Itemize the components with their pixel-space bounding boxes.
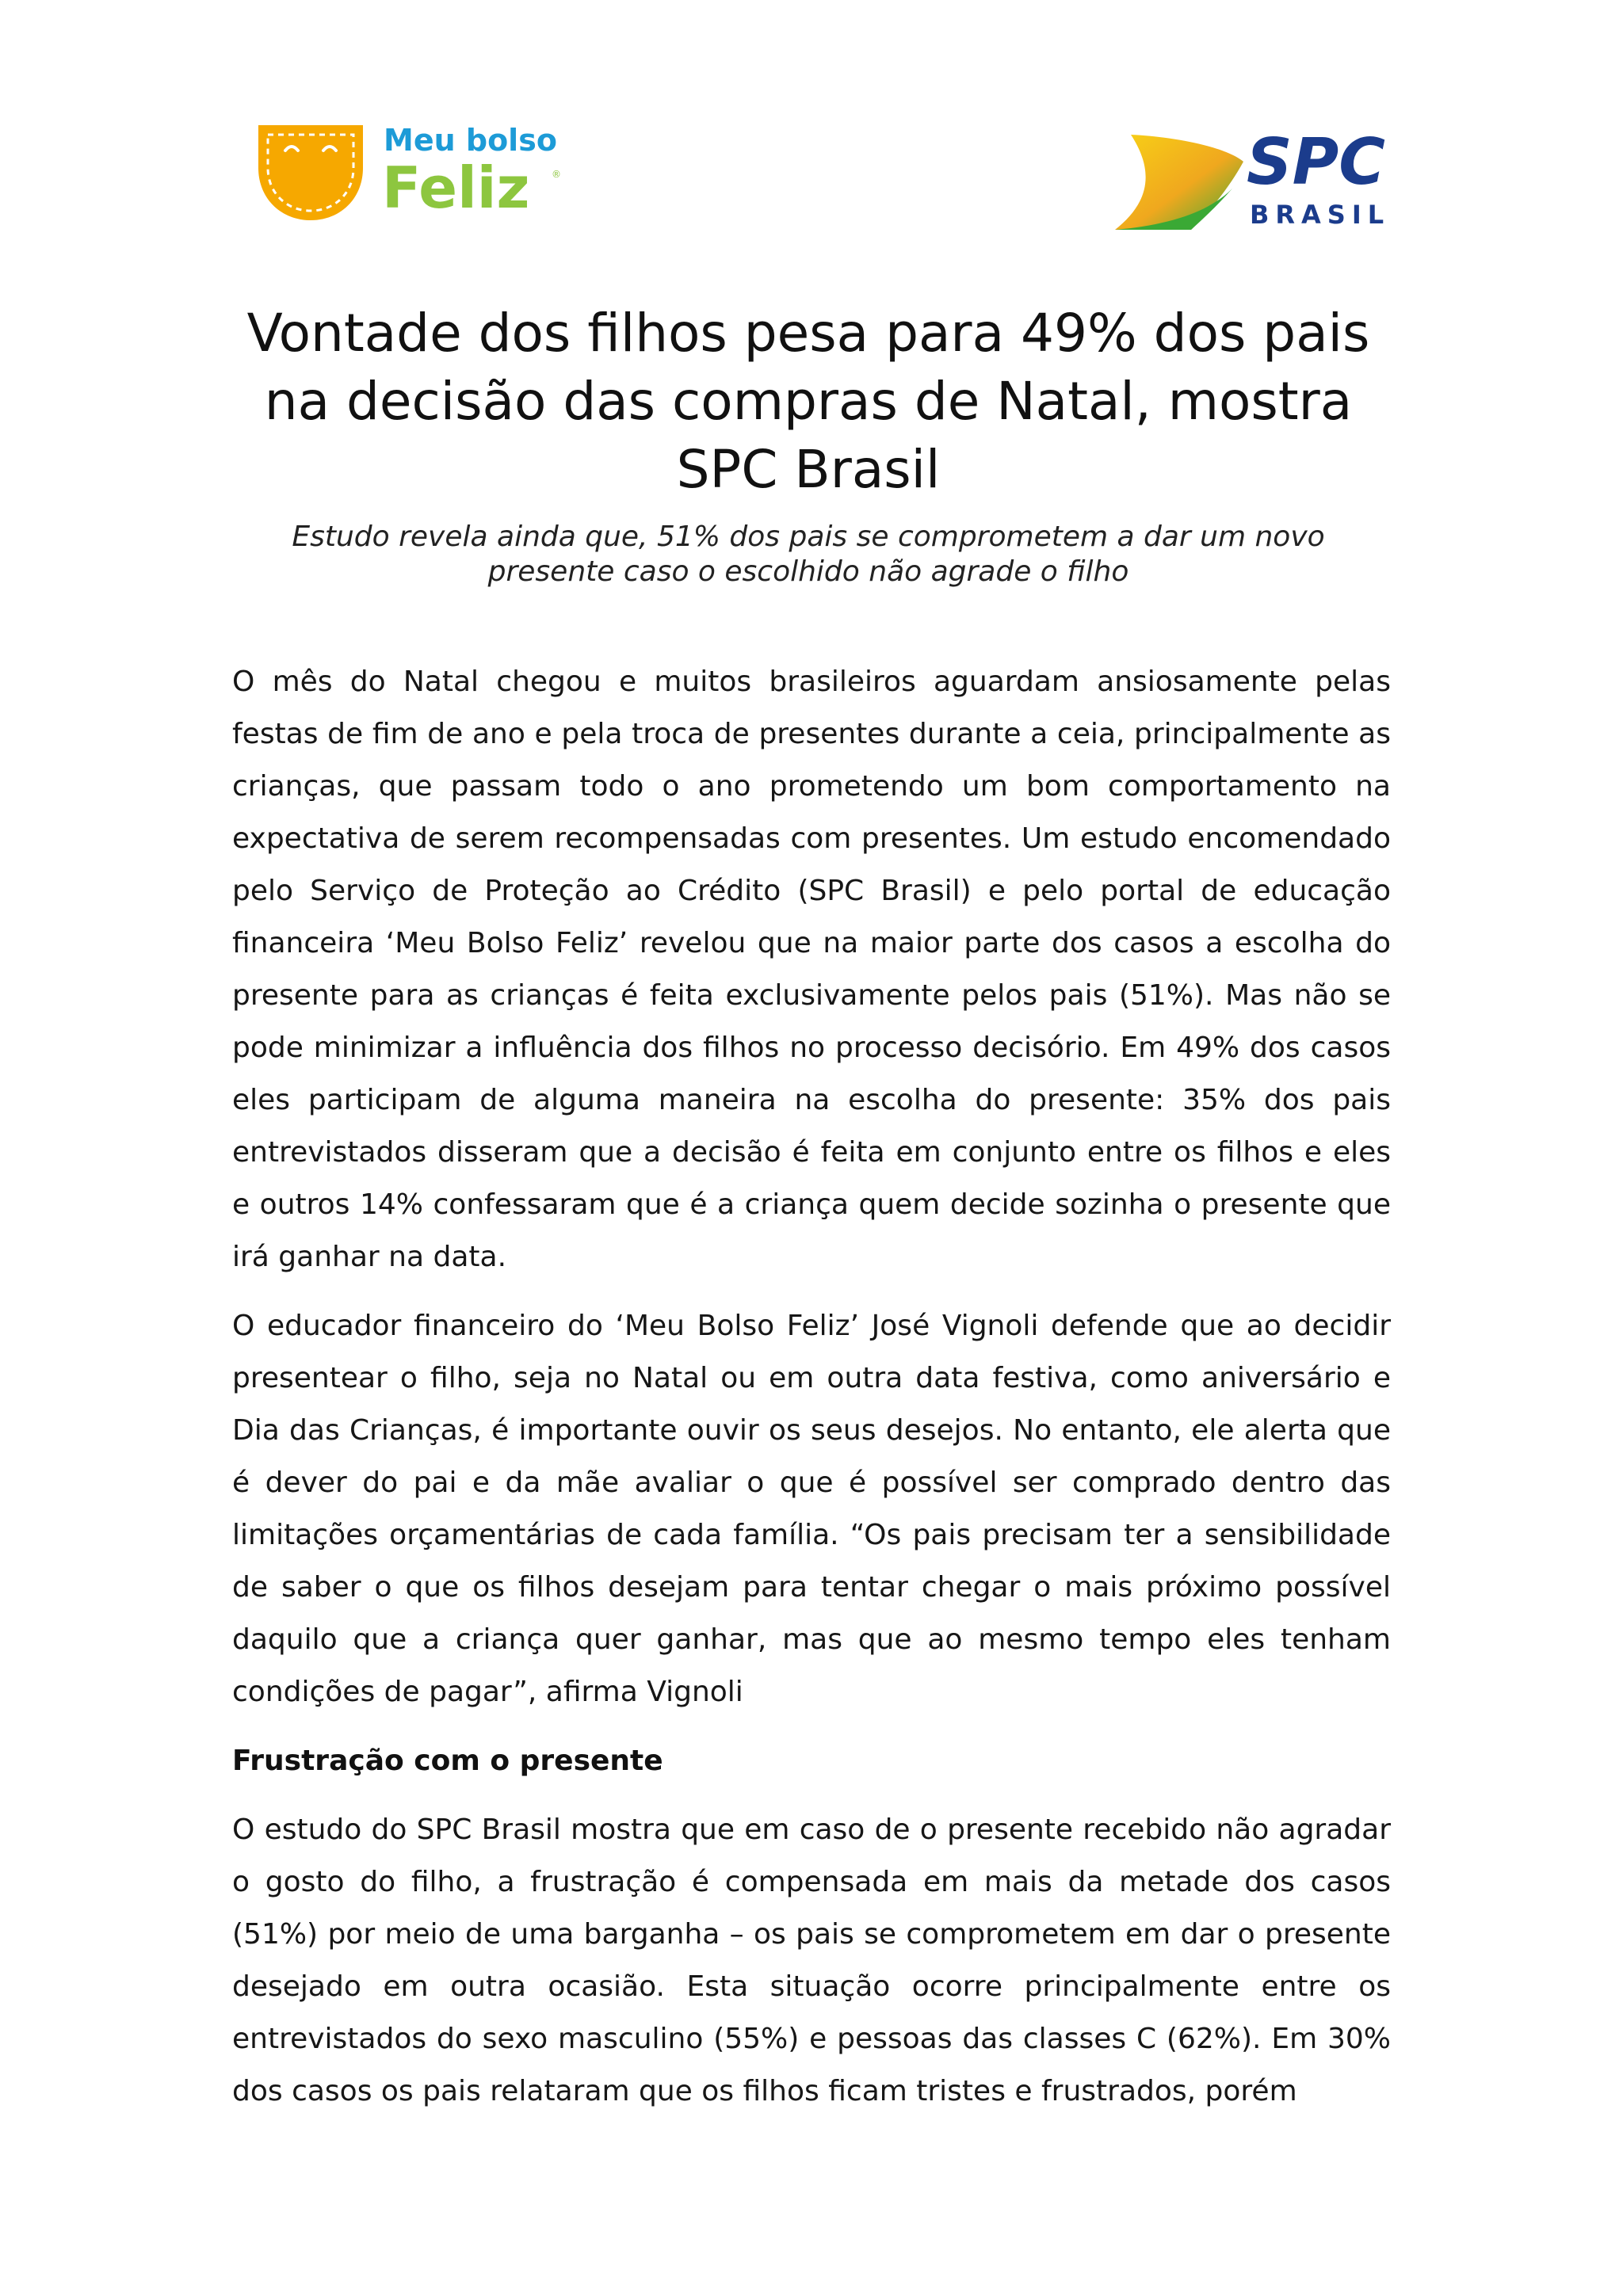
paragraph-2: O educador financeiro do ‘Meu Bolso Feliz’ José Vignoli defende que ao decidir presentear o filho, seja no Natal ou em outra data festiva, como aniversário e Dia das Crianças, é importante ouvir os seus desejos. No entanto, ele alerta que é dever do pai e da mãe avaliar o que é possível ser comprado dentro das limitações orçamentárias de cada família. “Os pais precisam ter a sensibilidade de saber o que os filhos desejam para tentar chegar o mais próximo possível daquilo que a criança quer ganhar, mas que ao mesmo tempo eles tenham condições de pagar”, afirma Vignoli: [232, 1310, 1391, 1708]
spc-swoosh-icon: [1113, 127, 1399, 234]
logo-right-line1: SPC: [1247, 127, 1385, 199]
meu-bolso-feliz-logo: [255, 119, 572, 230]
logo-left-mark: ®: [552, 169, 561, 180]
smiling-pocket-icon: [255, 119, 572, 230]
logo-left-line2: Feliz: [382, 154, 530, 221]
section-heading: Frustração com o presente: [232, 1745, 663, 1777]
page-subtitle: Estudo revela ainda que, 51% dos pais se comprometem a dar um novo presente caso o escolhido não agrade o filho: [292, 521, 1325, 588]
paragraph-3: O estudo do SPC Brasil mostra que em caso de o presente recebido não agradar o gosto do filho, a frustração é compensada em mais da metade dos casos (51%) por meio de uma barganha – os pais se comprometem em dar o presente desejado em outra ocasião. Esta situação ocorre principalmente entre os entrevistados do sexo masculino (55%) e pessoas das classes C (62%). Em 30% dos casos os pais relataram que os filhos ficam tristes e frustrados, porém: [232, 1814, 1391, 2107]
logo-right-line2: BRASIL: [1250, 200, 1391, 230]
logo-left-line1: Meu bolso: [384, 123, 557, 158]
paragraph-1: O mês do Natal chegou e muitos brasileiros aguardam ansiosamente pelas festas de fim de ano e pela troca de presentes durante a ceia, principalmente as crianças, que passam todo o ano prometendo um bom comportamento na expectativa de serem recompensadas com presentes. Um estudo encomendado pelo Serviço de Proteção ao Crédito (SPC Brasil) e pelo portal de educação financeira ‘Meu Bolso Feliz’ revelou que na maior parte dos casos a escolha do presente para as crianças é feita exclusivamente pelos pais (51%). Mas não se pode minimizar a influência dos filhos no processo decisório. Em 49% dos casos eles participam de alguma maneira na escolha do presente: 35% dos pais entrevistados disseram que a decisão é feita em conjunto entre os filhos e eles e outros 14% confessaram que é a criança quem decide sozinha o presente que irá ganhar na data.: [232, 666, 1391, 1273]
spc-brasil-logo: [1113, 127, 1399, 234]
page-title: Vontade dos filhos pesa para 49% dos pais na decisão das compras de Natal, mostra SPC Brasil: [246, 303, 1370, 500]
article-body: [232, 656, 1391, 2134]
